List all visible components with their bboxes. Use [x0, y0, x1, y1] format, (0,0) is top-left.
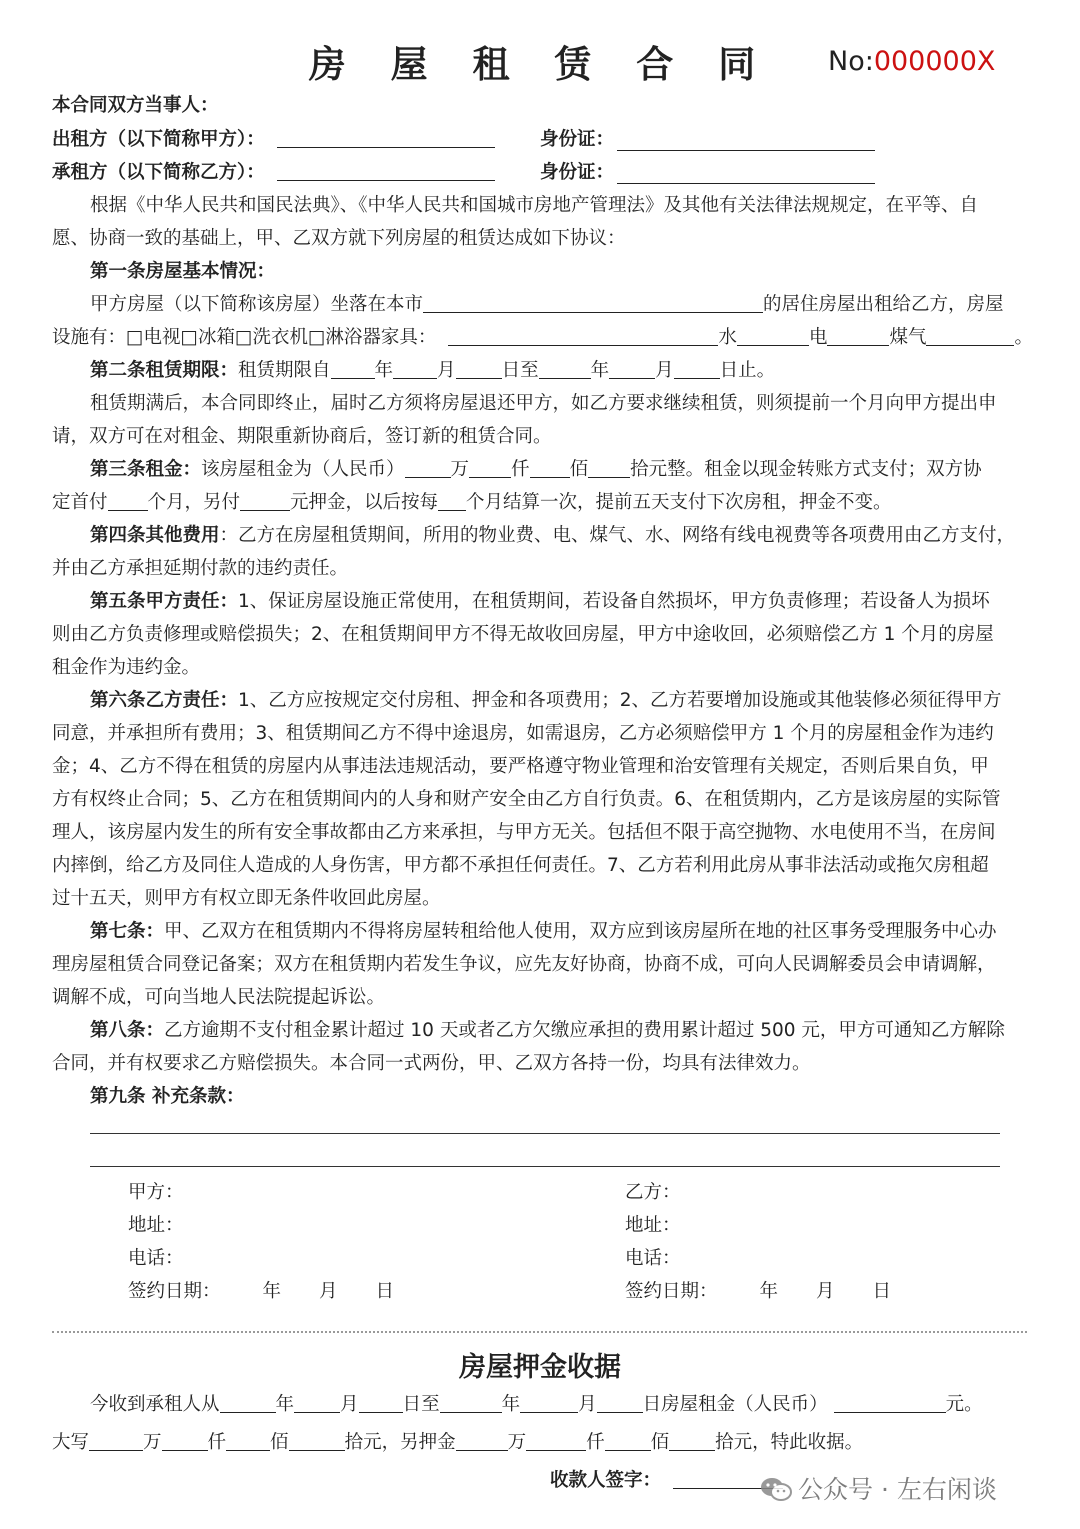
day-label: 日 [402, 1394, 422, 1415]
article-2-para-2-line-1: 租赁期满后，本合同即终止，届时乙方须将房屋退还甲方，如乙方要求继续租赁，则须提前一个月向甲方提出申 [90, 393, 997, 414]
rent-tail: 拾元整。租金以现金转账方式支付；双方协 [630, 459, 982, 480]
year-label: 年 [759, 1281, 779, 1302]
wan-label: 万 [450, 459, 470, 480]
sig-address-a: 地址： [128, 1215, 184, 1236]
month-label: 月 [816, 1281, 835, 1302]
cut-line [52, 1331, 1027, 1333]
month-label: 月 [319, 1281, 338, 1302]
power-label: 电 [808, 327, 828, 348]
day-label: 日 [375, 1281, 395, 1302]
receipt-start-day-field[interactable] [359, 1390, 403, 1413]
payee-row [550, 1464, 783, 1497]
rent-qian-upper-field[interactable] [162, 1428, 208, 1451]
wechat-icon [760, 1476, 792, 1502]
sig-date-label: 签约日期： [128, 1281, 221, 1302]
rent-bai-field[interactable] [530, 455, 570, 478]
article-2-heading: 第二条租赁期限： [90, 360, 239, 381]
intro-line-2: 愿、协商一致的基础上，甲、乙双方就下列房屋的租赁达成如下协议： [52, 228, 626, 249]
receipt-start-month-field[interactable] [294, 1390, 340, 1413]
sig-party-b: 乙方： [625, 1182, 681, 1203]
article-8-heading: 第八条： [90, 1020, 165, 1041]
rent-bai-upper-field[interactable] [226, 1428, 270, 1451]
intro-line-1: 根据《中华人民共和国民法典》、《中华人民共和国城市房地产管理法》及其他有关法律法规规定，在平等、自 [90, 195, 979, 216]
deposit-qian-field[interactable] [526, 1428, 586, 1451]
first-months-field[interactable] [108, 488, 148, 511]
article-3-line-1 [90, 453, 1030, 486]
contract-title: 房 屋 租 赁 合 同 [308, 43, 772, 86]
end-year-field[interactable] [539, 356, 591, 379]
bai-label: 佰 [650, 1432, 670, 1453]
payee-label: 收款人签字： [550, 1470, 662, 1491]
bai-label: 佰 [270, 1432, 289, 1453]
year-label: 年 [501, 1394, 521, 1415]
contract-number [828, 46, 995, 77]
lessee-label: 承租方（以下简称乙方）： [52, 162, 265, 183]
to-label: 至 [421, 1394, 440, 1415]
sig-date-label: 签约日期： [625, 1281, 718, 1302]
article-6-line-1 [90, 684, 1030, 717]
receipt-rent-amount-field[interactable] [834, 1390, 946, 1413]
uppercase-label: 大写 [52, 1432, 90, 1453]
receipt-line-1 [90, 1388, 1030, 1421]
article-9-heading: 第九条 补充条款： [90, 1086, 245, 1107]
end-month-field[interactable] [609, 356, 655, 379]
receipt-end-day-field[interactable] [597, 1390, 643, 1413]
article-3-line-2 [52, 486, 1030, 519]
article-1-location-tail: 的居住房屋出租给乙方，房屋 [763, 294, 1004, 315]
facilities-label: 设施有：□电视□冰箱□洗衣机□淋浴器家具： [52, 327, 437, 348]
article-7-line-3: 调解不成，可向当地人民法院提起诉讼。 [52, 987, 386, 1008]
receipt-from-label: 今收到承租人从 [90, 1394, 220, 1415]
water-label: 水 [718, 327, 737, 348]
period: 。 [1014, 327, 1033, 348]
start-day-field[interactable] [456, 356, 502, 379]
first-payment-label: 定首付 [52, 492, 108, 513]
furniture-field[interactable] [448, 323, 718, 346]
sig-phone-a: 电话： [128, 1248, 184, 1269]
sig-address-b: 地址： [625, 1215, 681, 1236]
rent-label: 该房屋租金为（人民币） [201, 459, 405, 480]
end-day-field[interactable] [674, 356, 720, 379]
sig-date-a [128, 1275, 394, 1308]
sig-phone-b: 电话： [625, 1248, 681, 1269]
supplementary-line-2[interactable] [90, 1166, 1000, 1167]
start-month-field[interactable] [393, 356, 437, 379]
lessee-id-label: 身份证： [540, 162, 615, 183]
article-6-line-7: 过十五天，则甲方有权立即无条件收回此房屋。 [52, 888, 441, 909]
settlement-tail: 个月结算一次，提前五天支付下次房租，押金不变。 [466, 492, 892, 513]
qian-label: 仟 [511, 459, 530, 480]
article-4-text: ：乙方在房屋租赁期间，所用的物业费、电、煤气、水、网络有线电视费等各项费用由乙方支付， [219, 525, 1016, 546]
lessor-label: 出租方（以下简称甲方）： [52, 129, 265, 150]
lessor-name-field[interactable] [277, 125, 495, 148]
article-5-line-2: 则由乙方负责修理或赔偿损失；2、在租赁期间甲方不得无故收回房屋，甲方中途收回，必须赔偿乙方 1 个月的房屋 [52, 624, 994, 645]
gas-label: 煤气 [889, 327, 927, 348]
month-label: 月 [340, 1394, 359, 1415]
rent-wan-upper-field[interactable] [89, 1428, 143, 1451]
article-8-line-1 [90, 1014, 1030, 1047]
article-5-line-3: 租金作为违约金。 [52, 657, 201, 678]
article-5-line-1 [90, 585, 1030, 618]
rent-shi-field[interactable] [588, 455, 630, 478]
to-label: 至 [520, 360, 539, 381]
year-label: 年 [374, 360, 394, 381]
article-1-line-1 [90, 288, 1030, 321]
lessee-row [52, 156, 1030, 189]
lease-period-label: 租赁期限自 [238, 360, 331, 381]
contract-number-label: No: [828, 46, 874, 77]
receipt-start-year-field[interactable] [220, 1390, 276, 1413]
rent-shi-upper-field[interactable] [289, 1428, 345, 1451]
qian-label: 仟 [207, 1432, 227, 1453]
gas-field[interactable] [926, 323, 1014, 346]
article-7-heading: 第七条： [90, 921, 165, 942]
wan-label: 万 [143, 1432, 162, 1453]
article-4-heading: 第四条其他费用 [90, 525, 220, 546]
month-label: 月 [578, 1394, 597, 1415]
sig-party-a: 甲方： [128, 1182, 184, 1203]
address-field[interactable] [423, 290, 763, 313]
wan-label: 万 [507, 1432, 527, 1453]
article-1-location-label: 甲方房屋（以下简称该房屋）坐落在本市 [90, 294, 424, 315]
parties-heading: 本合同双方当事人： [52, 95, 219, 116]
sig-date-b [625, 1275, 891, 1308]
article-7-line-2: 理房屋租赁合同登记备案；双方在租赁期内若发生争议，应先友好协商，协商不成，可向人民调解委员会申请调解， [52, 954, 996, 975]
article-2-para-2-line-2: 请，双方可在对租金、期限重新协商后，签订新的租赁合同。 [52, 426, 552, 447]
day-label: 日 [872, 1281, 892, 1302]
lessor-id-field[interactable] [617, 128, 875, 151]
article-6-heading: 第六条乙方责任： [90, 690, 239, 711]
start-year-field[interactable] [331, 356, 375, 379]
power-field[interactable] [827, 323, 889, 346]
article-6-line-3: 金；4、乙方不得在租赁的房屋内从事违法违规活动，要严格遵守物业管理和治安管理有关规定，否则后果自负，甲 [52, 756, 989, 777]
lessor-row [52, 123, 1030, 156]
receipt-tail: 拾元，特此收据。 [715, 1432, 864, 1453]
month-label: 月 [655, 360, 674, 381]
yuan-label: 元。 [945, 1394, 983, 1415]
day-label: 日 [501, 360, 521, 381]
lease-period-end: 日止。 [719, 360, 776, 381]
article-4-line-2: 并由乙方承担延期付款的违约责任。 [52, 558, 349, 579]
article-6-line-2: 同意，并承担所有费用；3、租赁期间乙方不得中途退房，如需退房，乙方必须赔偿甲方 1 个月的房屋租金作为违约 [52, 723, 994, 744]
article-2-line-1 [90, 354, 1030, 387]
receipt-rent-label: 日房屋租金（人民币） [642, 1394, 828, 1415]
year-label: 年 [275, 1394, 295, 1415]
settlement-label: 元押金，以后按每 [290, 492, 439, 513]
deposit-shi-field[interactable] [669, 1428, 715, 1451]
article-6-line-5: 理人，该房屋内发生的所有安全事故都由乙方来承担，与甲方无关。包括但不限于高空抛物、水电使用不当，在房间 [52, 822, 996, 843]
supplementary-line-1[interactable] [90, 1133, 1000, 1134]
article-4-line-1 [90, 519, 1030, 552]
deposit-bai-field[interactable] [605, 1428, 651, 1451]
article-6-line-6: 内摔倒，给乙方及同住人造成的人身伤害，甲方都不承担任何责任。7、乙方若利用此房从事非法活动或拖欠房租超 [52, 855, 989, 876]
month-label: 月 [437, 360, 456, 381]
article-1-heading: 第一条房屋基本情况： [90, 261, 276, 282]
settlement-months-field[interactable] [438, 488, 466, 511]
lessee-id-field[interactable] [617, 161, 875, 184]
contract-number-value: 000000X [873, 46, 996, 77]
lessee-name-field[interactable] [277, 158, 495, 181]
bai-label: 佰 [569, 459, 589, 480]
article-6-text: 1、乙方应按规定交付房租、押金和各项费用；2、乙方若要增加设施或其他装修必须征得甲方 [238, 690, 1002, 711]
article-1-line-2 [52, 321, 1033, 354]
watermark [760, 1470, 997, 1506]
article-5-text: 1、保证房屋设施正常使用，在租赁期间，若设备自然损坏，甲方负责修理；若设备人为损坏 [238, 591, 990, 612]
receipt-end-month-field[interactable] [520, 1390, 578, 1413]
receipt-end-year-field[interactable] [440, 1390, 502, 1413]
article-3-heading: 第三条租金： [90, 459, 202, 480]
article-5-heading: 第五条甲方责任： [90, 591, 239, 612]
year-label: 年 [262, 1281, 282, 1302]
lessor-id-label: 身份证： [540, 129, 615, 150]
deposit-label: 个月，另付 [147, 492, 241, 513]
deposit-field[interactable] [240, 488, 290, 511]
article-8-text: 乙方逾期不支付租金累计超过 10 天或者乙方欠缴应承担的费用累计超过 500 元，甲方可通知乙方解除 [164, 1020, 1005, 1041]
receipt-line-2 [52, 1426, 1030, 1459]
article-7-line-1 [90, 915, 1030, 948]
deposit-wan-field[interactable] [456, 1428, 508, 1451]
water-field[interactable] [737, 323, 809, 346]
qian-label: 仟 [586, 1432, 605, 1453]
receipt-title: 房屋押金收据 [459, 1352, 621, 1383]
article-7-text: 甲、乙双方在租赁期内不得将房屋转租给他人使用，双方应到该房屋所在地的社区事务受理服务中心办 [164, 921, 997, 942]
rent-qian-field[interactable] [469, 455, 511, 478]
deposit-label: 拾元，另押金 [344, 1432, 456, 1453]
watermark-text: 公众号 · 左右闲谈 [798, 1475, 997, 1504]
year-label: 年 [590, 360, 610, 381]
rent-wan-field[interactable] [405, 455, 451, 478]
article-6-line-4: 方有权终止合同；5、乙方在租赁期间内的人身和财产安全由乙方自行负责。6、在租赁期内，乙方是该房屋的实际管 [52, 789, 1001, 810]
article-8-line-2: 合同，并有权要求乙方赔偿损失。本合同一式两份，甲、乙双方各持一份，均具有法律效力。 [52, 1053, 811, 1074]
